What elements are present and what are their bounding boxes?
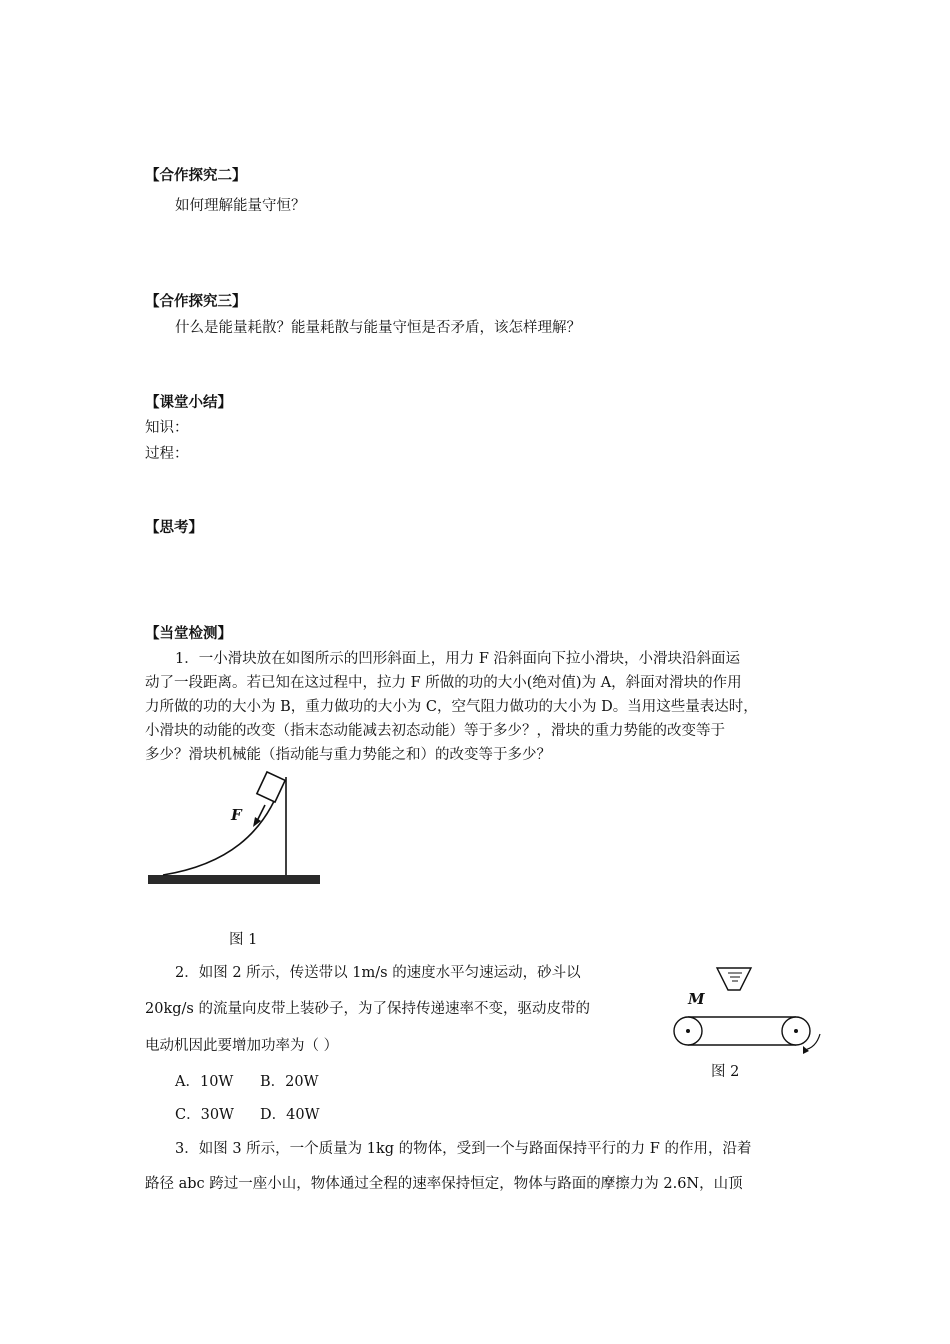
summary-process: 过程： (145, 446, 189, 462)
q2-option-d: D．40W (260, 1107, 320, 1123)
summary-heading: 【课堂小结】 (145, 394, 232, 411)
think-heading: 【思考】 (145, 519, 203, 536)
section2-heading: 【合作探究二】 (145, 167, 247, 184)
q2-option-a: A．10W (175, 1074, 234, 1090)
figure-2-conveyor-diagram (670, 962, 830, 1054)
q2-line-3: 电动机因此要增加功率为（ ） (145, 1038, 339, 1054)
summary-knowledge: 知识： (145, 420, 189, 436)
section3-question: 什么是能量耗散？能量耗散与能量守恒是否矛盾，该怎样理解？ (175, 320, 581, 336)
figure-1-incline-diagram (145, 765, 325, 895)
q2-line-2: 20kg/s 的流量向皮带上装砂子，为了保持传递速率不变，驱动皮带的 (145, 1001, 590, 1017)
q1-line-3: 力所做的功的大小为 B，重力做功的大小为 C，空气阻力做功的大小为 D。当用这些量表达时， (145, 699, 758, 715)
q1-line-5: 多少？滑块机械能（指动能与重力势能之和）的改变等于多少？ (145, 747, 551, 763)
test-heading: 【当堂检测】 (145, 625, 232, 642)
q1-line-4: 小滑块的动能的改变（指末态动能减去初态动能）等于多少？，滑块的重力势能的改变等于 (145, 723, 725, 739)
figure-2-caption: 图 2 (711, 1064, 740, 1080)
section2-question: 如何理解能量守恒？ (175, 198, 306, 214)
q1-line-2: 动了一段距离。若已知在这过程中，拉力 F 所做的功的大小(绝对值)为 A，斜面对滑块的作用 (145, 675, 742, 691)
sand-hopper (717, 968, 751, 990)
q2-option-c: C．30W (175, 1107, 234, 1123)
q2-line-1: 2．如图 2 所示，传送带以 1m/s 的速度水平匀速运动，砂斗以 (175, 965, 581, 981)
figure-1-force-label: F (231, 806, 242, 824)
ground-hatch (148, 875, 320, 884)
q2-option-b: B．20W (260, 1074, 319, 1090)
figure-2-mass-label: M (688, 990, 705, 1008)
q3-line-1: 3．如图 3 所示，一个质量为 1kg 的物体，受到一个与路面保持平行的力 F 的作用，沿着 (175, 1141, 752, 1157)
q3-line-2: 路径 abc 跨过一座小山，物体通过全程的速率保持恒定，物体与路面的摩擦力为 2.6N，山顶 (145, 1176, 743, 1192)
force-arrowhead (253, 817, 261, 827)
q1-line-1: 1．一小滑块放在如图所示的凹形斜面上，用力 F 沿斜面向下拉小滑块，小滑块沿斜面运 (175, 651, 741, 667)
slider-block (257, 772, 285, 802)
figure-1-caption: 图 1 (229, 932, 258, 948)
section3-heading: 【合作探究三】 (145, 293, 247, 310)
